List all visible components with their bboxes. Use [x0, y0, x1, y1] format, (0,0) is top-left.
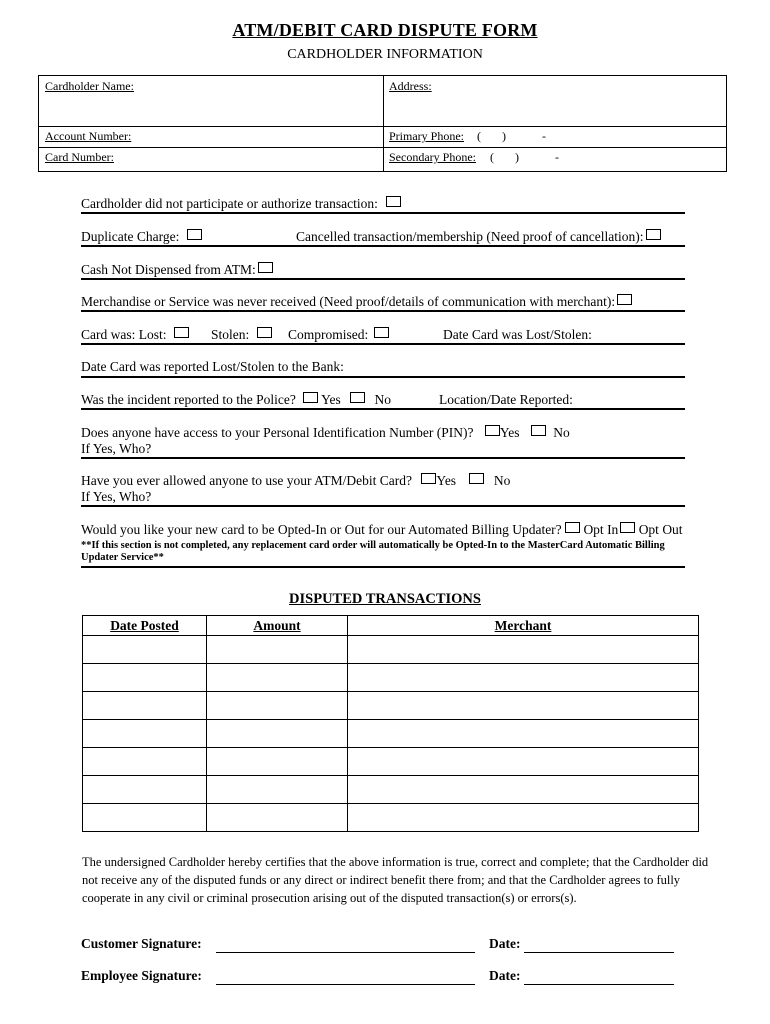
question-label: Stolen: — [211, 327, 250, 342]
merchant-cell[interactable] — [348, 804, 699, 832]
card-number-field[interactable]: Card Number: — [45, 150, 114, 164]
question-compromised — [288, 327, 389, 343]
question-card-status — [81, 327, 189, 343]
secondary-phone-format: ( ) - — [490, 150, 559, 164]
date-posted-cell[interactable] — [83, 664, 207, 692]
table-row — [83, 804, 699, 832]
opt-in-label: Opt In — [583, 522, 619, 537]
address-field[interactable]: Address: — [389, 79, 432, 93]
account-number-field[interactable]: Account Number: — [45, 129, 132, 143]
question-cancelled — [296, 229, 661, 245]
date-posted-cell[interactable] — [83, 748, 207, 776]
question-label: Cancelled transaction/membership (Need proof of cancellation): — [296, 229, 644, 244]
amount-cell[interactable] — [207, 664, 348, 692]
question-label: Merchandise or Service was never received (Need proof/details of communication with merchant): — [81, 294, 616, 309]
divider-rule — [81, 278, 685, 280]
no-label: No — [374, 392, 391, 407]
divider-rule — [81, 457, 685, 459]
disputed-transactions-table — [82, 615, 699, 832]
question-allowed-use — [81, 473, 510, 489]
row-divider — [39, 147, 726, 148]
column-divider — [383, 76, 384, 171]
table-header-row — [83, 616, 699, 636]
question-label: Cardholder did not participate or authorize transaction: — [81, 196, 378, 211]
row-divider — [39, 126, 726, 127]
amount-cell[interactable] — [207, 636, 348, 664]
date-posted-cell[interactable] — [83, 776, 207, 804]
customer-date-line[interactable] — [524, 952, 674, 953]
allowed-who-field[interactable]: If Yes, Who? — [81, 489, 152, 504]
table-row — [83, 776, 699, 804]
cash-not-dispensed-checkbox[interactable] — [258, 262, 273, 273]
column-header-merchant: Merchant — [348, 616, 699, 636]
secondary-phone-field[interactable]: Secondary Phone: — [389, 150, 476, 164]
yes-label: Yes — [499, 425, 520, 440]
pin-yes-checkbox[interactable] — [485, 425, 500, 436]
pin-no-checkbox[interactable] — [531, 425, 546, 436]
certification-statement: The undersigned Cardholder hereby certifies that the above information is true, correct and complete; that the Cardholder did not receive any of the disputed funds or any direct or indirect benefit there from; and that the Cardholder agrees to fully cooperate in any civil or criminal prosecution arising out of the disputed transaction(s) or errors(s). — [82, 855, 709, 905]
table-row — [83, 720, 699, 748]
compromised-checkbox[interactable] — [374, 327, 389, 338]
cardholder-name-field[interactable]: Cardholder Name: — [45, 79, 134, 93]
table-row — [83, 664, 699, 692]
question-label: Compromised: — [288, 327, 369, 342]
form-title: ATM/DEBIT CARD DISPUTE FORM — [232, 20, 538, 40]
table-row — [83, 692, 699, 720]
cancelled-transaction-checkbox[interactable] — [646, 229, 661, 240]
section-subtitle-cardholder-info: CARDHOLDER INFORMATION — [287, 47, 483, 62]
question-stolen — [211, 327, 272, 343]
opt-in-note: **If this section is not completed, any replacement card order will automatically be Opted-In to the MasterCard Automatic Billing Updater Service** — [81, 540, 665, 563]
divider-rule — [81, 245, 685, 247]
amount-cell[interactable] — [207, 748, 348, 776]
cardholder-info-box — [38, 75, 727, 172]
no-label: No — [493, 473, 511, 488]
police-no-checkbox[interactable] — [350, 392, 365, 403]
divider-rule — [81, 505, 685, 507]
location-date-field[interactable]: Location/Date Reported: — [439, 392, 573, 407]
divider-rule — [81, 343, 685, 345]
merchant-cell[interactable] — [348, 636, 699, 664]
table-row — [83, 748, 699, 776]
date-lost-field[interactable]: Date Card was Lost/Stolen: — [443, 327, 592, 342]
divider-rule — [81, 376, 685, 378]
merchant-cell[interactable] — [348, 692, 699, 720]
date-posted-cell[interactable] — [83, 720, 207, 748]
question-label: Have you ever allowed anyone to use your ATM/Debit Card? — [81, 473, 413, 488]
divider-rule — [81, 212, 685, 214]
customer-date-label: Date: — [489, 936, 521, 951]
duplicate-charge-checkbox[interactable] — [187, 229, 202, 240]
stolen-checkbox[interactable] — [257, 327, 272, 338]
merchant-cell[interactable] — [348, 664, 699, 692]
no-label: No — [553, 425, 570, 440]
date-posted-cell[interactable] — [83, 804, 207, 832]
divider-rule — [81, 408, 685, 410]
question-cash-not-dispensed — [81, 262, 273, 278]
question-label: Does anyone have access to your Personal Identification Number (PIN)? — [81, 425, 474, 440]
amount-cell[interactable] — [207, 692, 348, 720]
column-header-date-posted: Date Posted — [83, 616, 207, 636]
customer-signature-line[interactable] — [216, 952, 475, 953]
employee-date-label: Date: — [489, 968, 521, 983]
yes-label: Yes — [321, 392, 341, 407]
employee-date-line[interactable] — [524, 984, 674, 985]
date-posted-cell[interactable] — [83, 692, 207, 720]
divider-rule — [81, 310, 685, 312]
pin-who-field[interactable]: If Yes, Who? — [81, 441, 152, 456]
table-row — [83, 636, 699, 664]
opt-out-checkbox[interactable] — [620, 522, 635, 533]
date-reported-field[interactable]: Date Card was reported Lost/Stolen to the Bank: — [81, 359, 344, 374]
never-received-checkbox[interactable] — [617, 294, 632, 305]
opt-in-checkbox[interactable] — [565, 522, 580, 533]
column-header-amount: Amount — [207, 616, 348, 636]
amount-cell[interactable] — [207, 720, 348, 748]
merchant-cell[interactable] — [348, 776, 699, 804]
question-label: Would you like your new card to be Opted-In or Out for our Automated Billing Updater? — [81, 522, 562, 537]
police-yes-checkbox[interactable] — [303, 392, 318, 403]
question-pin-access — [81, 425, 570, 441]
question-duplicate — [81, 229, 202, 245]
date-posted-cell[interactable] — [83, 636, 207, 664]
customer-signature-label: Customer Signature: — [81, 936, 202, 951]
question-never-received — [81, 294, 632, 310]
question-label: Duplicate Charge: — [81, 229, 180, 244]
allowed-no-checkbox[interactable] — [469, 473, 484, 484]
primary-phone-field[interactable]: Primary Phone: — [389, 129, 464, 143]
question-label: Card was: Lost: — [81, 327, 167, 342]
question-police — [81, 392, 391, 408]
divider-rule — [81, 566, 685, 568]
merchant-cell[interactable] — [348, 748, 699, 776]
employee-signature-line[interactable] — [216, 984, 475, 985]
yes-label: Yes — [436, 473, 457, 488]
amount-cell[interactable] — [207, 804, 348, 832]
amount-cell[interactable] — [207, 776, 348, 804]
question-not-authorized — [81, 196, 401, 212]
question-opt-in-out — [81, 522, 683, 538]
question-label: Cash Not Dispensed from ATM: — [81, 262, 256, 277]
allowed-yes-checkbox[interactable] — [421, 473, 436, 484]
merchant-cell[interactable] — [348, 720, 699, 748]
disputed-transactions-title: DISPUTED TRANSACTIONS — [289, 591, 481, 607]
lost-checkbox[interactable] — [174, 327, 189, 338]
question-label: Was the incident reported to the Police? — [81, 392, 296, 407]
not-authorized-checkbox[interactable] — [386, 196, 401, 207]
primary-phone-format: ( ) - — [477, 129, 546, 143]
opt-out-label: Opt Out — [638, 522, 683, 537]
employee-signature-label: Employee Signature: — [81, 968, 202, 983]
